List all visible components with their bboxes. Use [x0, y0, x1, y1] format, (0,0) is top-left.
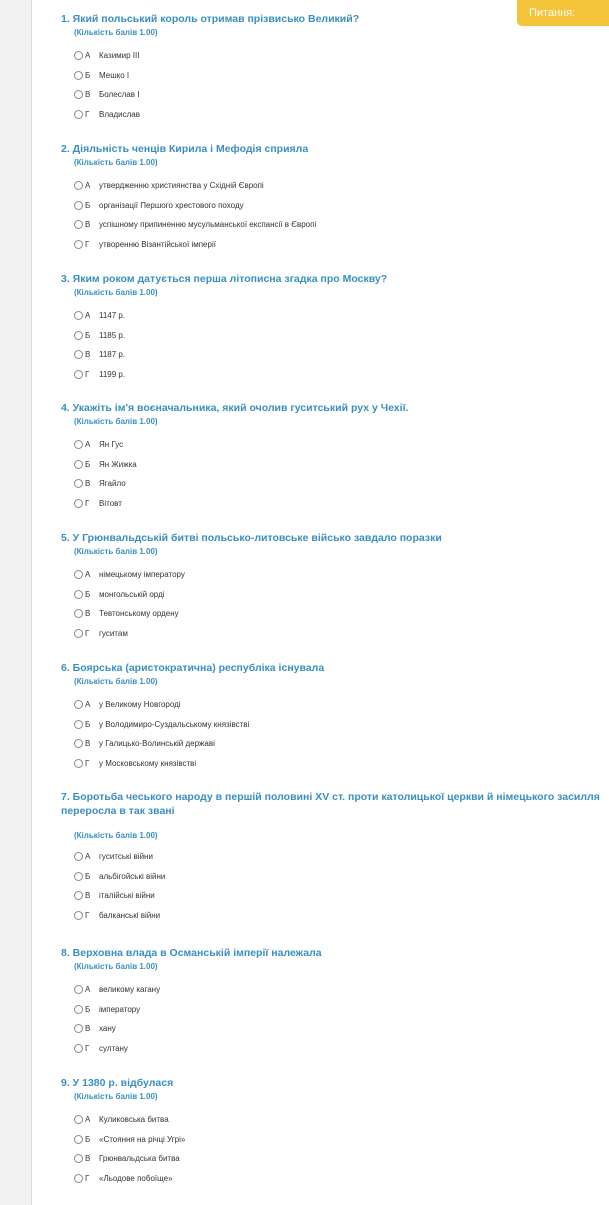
question-9 — [61, 1076, 185, 1188]
questions-tab[interactable]: Питання: — [517, 0, 609, 26]
answer-option[interactable] — [74, 176, 316, 196]
option-text: Грюнвальдська битва — [99, 1154, 180, 1164]
question-points: (Кількість балів 1.00) — [74, 547, 158, 556]
option-text: Болеслав І — [99, 90, 140, 100]
option-letter: В — [85, 739, 91, 749]
radio-button[interactable] — [74, 700, 83, 709]
option-letter: Б — [85, 1004, 91, 1014]
option-text: Владислав — [99, 109, 140, 119]
option-letter: В — [85, 609, 91, 619]
radio-button[interactable] — [74, 759, 83, 768]
option-letter: Г — [85, 628, 90, 638]
option-text: Ян Гус — [99, 440, 124, 450]
options-list — [74, 847, 609, 925]
radio-button[interactable] — [74, 331, 83, 340]
radio-button[interactable] — [74, 311, 83, 320]
options-list — [74, 435, 408, 513]
answer-option[interactable] — [74, 980, 322, 1000]
answer-option[interactable] — [74, 455, 408, 475]
question-7 — [61, 790, 609, 925]
option-letter: В — [85, 891, 91, 901]
option-letter: Б — [85, 200, 91, 210]
radio-button[interactable] — [74, 872, 83, 881]
options-list — [74, 176, 316, 254]
answer-option[interactable] — [74, 1000, 322, 1020]
options-list — [74, 46, 359, 124]
option-text: гуситські війни — [99, 852, 153, 862]
option-text: Вітовт — [99, 498, 122, 508]
answer-option[interactable] — [74, 1149, 185, 1169]
answer-option[interactable] — [74, 867, 609, 887]
answer-option[interactable] — [74, 326, 387, 346]
answer-option[interactable] — [74, 345, 387, 365]
answer-option[interactable] — [74, 46, 359, 66]
radio-button[interactable] — [74, 460, 83, 469]
option-text: великому кагану — [99, 985, 161, 995]
radio-button[interactable] — [74, 240, 83, 249]
radio-button[interactable] — [74, 985, 83, 994]
option-text: 1187 р. — [99, 350, 126, 360]
radio-button[interactable] — [74, 911, 83, 920]
answer-option[interactable] — [74, 734, 324, 754]
answer-option[interactable] — [74, 365, 387, 385]
option-text: у Московському князівстві — [99, 758, 197, 768]
radio-button[interactable] — [74, 110, 83, 119]
question-title: 1. Який польський король отримав прізвисько Великий? — [61, 13, 360, 25]
radio-button[interactable] — [74, 1044, 83, 1053]
radio-button[interactable] — [74, 609, 83, 618]
answer-option[interactable] — [74, 624, 442, 644]
radio-button[interactable] — [74, 1154, 83, 1163]
question-title: 3. Яким роком датується перша літописна згадка про Москву? — [61, 273, 388, 285]
option-text: «Стояння на річці Угрі» — [99, 1134, 186, 1144]
radio-button[interactable] — [74, 590, 83, 599]
question-2 — [61, 142, 316, 254]
answer-option[interactable] — [74, 196, 316, 216]
question-points: (Кількість балів 1.00) — [74, 677, 158, 686]
option-letter: Б — [85, 459, 91, 469]
question-points: (Кількість балів 1.00) — [74, 288, 158, 297]
question-8 — [61, 946, 322, 1058]
option-letter: А — [85, 440, 91, 450]
radio-button[interactable] — [74, 1174, 83, 1183]
option-letter: В — [85, 90, 91, 100]
options-list — [74, 980, 322, 1058]
answer-option[interactable] — [74, 1019, 322, 1039]
answer-option[interactable] — [74, 435, 408, 455]
answer-option[interactable] — [74, 604, 442, 624]
option-letter: А — [85, 570, 91, 580]
option-text: альбігойські війни — [99, 871, 166, 881]
option-letter: Г — [85, 1173, 90, 1183]
option-letter: А — [85, 51, 91, 61]
radio-button[interactable] — [74, 720, 83, 729]
option-text: у Володимиро-Суздальському князівстві — [99, 719, 250, 729]
left-margin — [0, 0, 32, 1205]
option-letter: Б — [85, 871, 91, 881]
option-letter: Г — [85, 758, 90, 768]
option-text: Куликовська битва — [99, 1115, 169, 1125]
question-4 — [61, 401, 408, 513]
option-text: імператору — [99, 1004, 141, 1014]
radio-button[interactable] — [74, 350, 83, 359]
question-6 — [61, 661, 324, 773]
option-letter: А — [85, 852, 91, 862]
radio-button[interactable] — [74, 570, 83, 579]
quiz-content — [32, 0, 609, 1205]
option-text: монгольській орді — [99, 589, 165, 599]
radio-button[interactable] — [74, 479, 83, 488]
answer-option[interactable] — [74, 235, 316, 255]
question-points: (Кількість балів 1.00) — [74, 158, 158, 167]
answer-option[interactable] — [74, 695, 324, 715]
radio-button[interactable] — [74, 181, 83, 190]
question-points: (Кількість балів 1.00) — [74, 831, 158, 840]
question-title: 8. Верховна влада в Османській імперії належала — [61, 947, 322, 959]
answer-option[interactable] — [74, 105, 359, 125]
option-letter: Г — [85, 1043, 90, 1053]
options-list — [74, 1110, 185, 1188]
option-text: утвердженню християнства у Східній Європі — [99, 181, 264, 191]
question-3 — [61, 272, 387, 384]
option-text: султану — [99, 1043, 128, 1053]
option-letter: Г — [85, 910, 90, 920]
option-letter: А — [85, 985, 91, 995]
option-letter: А — [85, 181, 91, 191]
option-text: Тевтонському ордену — [99, 609, 179, 619]
question-points: (Кількість балів 1.00) — [74, 1092, 158, 1101]
option-text: у Галицько-Волинській державі — [99, 739, 215, 749]
answer-option[interactable] — [74, 715, 324, 735]
option-letter: Б — [85, 330, 91, 340]
options-list — [74, 306, 387, 384]
option-letter: В — [85, 1154, 91, 1164]
option-text: гуситам — [99, 628, 128, 638]
question-title: 4. Укажіть ім'я воєначальника, який очолив гуситський рух у Чехії. — [61, 402, 409, 414]
answer-option[interactable] — [74, 215, 316, 235]
option-text: хану — [99, 1024, 116, 1034]
answer-option[interactable] — [74, 85, 359, 105]
option-letter: А — [85, 1115, 91, 1125]
answer-option[interactable] — [74, 306, 387, 326]
radio-button[interactable] — [74, 1005, 83, 1014]
option-text: Мешко І — [99, 70, 130, 80]
radio-button[interactable] — [74, 629, 83, 638]
option-letter: Б — [85, 1134, 91, 1144]
option-letter: В — [85, 479, 91, 489]
answer-option[interactable] — [74, 1039, 322, 1059]
question-title: 9. У 1380 р. відбулася — [61, 1077, 174, 1089]
options-list — [74, 565, 442, 643]
answer-option[interactable] — [74, 847, 609, 867]
radio-button[interactable] — [74, 891, 83, 900]
option-letter: Б — [85, 719, 91, 729]
option-letter: Г — [85, 239, 90, 249]
option-text: 1147 р. — [99, 311, 126, 321]
radio-button[interactable] — [74, 71, 83, 80]
option-text: у Великому Новгороді — [99, 700, 181, 710]
option-letter: А — [85, 700, 91, 710]
answer-option[interactable] — [74, 906, 609, 926]
option-text: організації Першого хрестового походу — [99, 200, 244, 210]
question-title: 6. Боярська (аристократична) республіка існувала — [61, 662, 325, 674]
answer-option[interactable] — [74, 1169, 185, 1189]
radio-button[interactable] — [74, 499, 83, 508]
option-letter: В — [85, 350, 91, 360]
option-letter: Г — [85, 109, 90, 119]
question-points: (Кількість балів 1.00) — [74, 417, 158, 426]
option-letter: Г — [85, 369, 90, 379]
radio-button[interactable] — [74, 201, 83, 210]
option-text: Казимир III — [99, 51, 140, 61]
options-list — [74, 695, 324, 773]
answer-option[interactable] — [74, 494, 408, 514]
question-1 — [61, 12, 359, 124]
answer-option[interactable] — [74, 1130, 185, 1150]
option-letter: Б — [85, 70, 91, 80]
question-points: (Кількість балів 1.00) — [74, 28, 158, 37]
answer-option[interactable] — [74, 886, 609, 906]
option-letter: Г — [85, 498, 90, 508]
answer-option[interactable] — [74, 754, 324, 774]
option-text: балканські війни — [99, 910, 161, 920]
question-5 — [61, 531, 442, 643]
answer-option[interactable] — [74, 474, 408, 494]
radio-button[interactable] — [74, 220, 83, 229]
option-letter: В — [85, 1024, 91, 1034]
answer-option[interactable] — [74, 1110, 185, 1130]
option-text: італійські війни — [99, 891, 155, 901]
radio-button[interactable] — [74, 1135, 83, 1144]
question-title: 2. Діяльність ченців Кирила і Мефодія сприяла — [61, 143, 309, 155]
radio-button[interactable] — [74, 440, 83, 449]
question-points: (Кількість балів 1.00) — [74, 962, 158, 971]
option-text: успішному припиненню мусульманської експансії в Європі — [99, 220, 317, 230]
radio-button[interactable] — [74, 1024, 83, 1033]
radio-button[interactable] — [74, 51, 83, 60]
radio-button[interactable] — [74, 739, 83, 748]
radio-button[interactable] — [74, 1115, 83, 1124]
radio-button[interactable] — [74, 90, 83, 99]
option-text: Ягайло — [99, 479, 126, 489]
option-text: «Льодове побоїще» — [99, 1173, 173, 1183]
option-letter: В — [85, 220, 91, 230]
option-text: Ян Жижка — [99, 459, 137, 469]
radio-button[interactable] — [74, 370, 83, 379]
question-title: 5. У Грюнвальдській битві польсько-литовське військо завдало поразки — [61, 532, 442, 544]
option-text: утворенню Візантійської імперії — [99, 239, 216, 249]
option-text: 1199 р. — [99, 369, 126, 379]
answer-option[interactable] — [74, 585, 442, 605]
option-text: німецькому імператору — [99, 570, 185, 580]
option-letter: А — [85, 311, 91, 321]
radio-button[interactable] — [74, 852, 83, 861]
answer-option[interactable] — [74, 66, 359, 86]
answer-option[interactable] — [74, 565, 442, 585]
question-title: 7. Боротьба чеського народу в першій половині XV ст. проти католицької церкви й німецького засилля переросла в так звані — [61, 791, 600, 817]
option-text: 1185 р. — [99, 330, 126, 340]
option-letter: Б — [85, 589, 91, 599]
